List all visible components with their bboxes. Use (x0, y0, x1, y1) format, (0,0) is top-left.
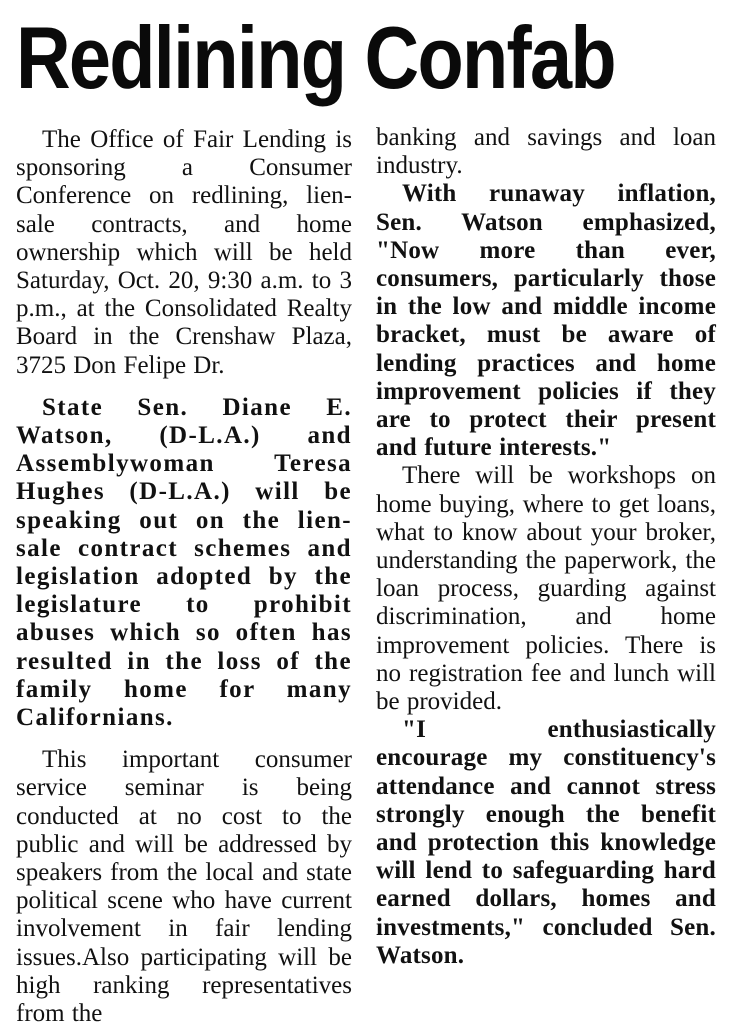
paragraph-continued: banking and savings and loan industry. (376, 124, 716, 180)
paragraph-watson-quote: With runaway inflation, Sen. Watson emphasized, "Now more than ever, consumers, particularly those in the low and middle income bracket, must be aware of lending practices and home improvement policies if they are to protect their present and future interests." (376, 180, 716, 462)
paragraph-speakers: State Sen. Diane E. Watson, (D-L.A.) and Assemblywoman Teresa Hughes (D-L.A.) will be speaking out on the lien-sale contract schemes and legislation adopted by the legislature to prohibit abuses which so often has resulted in the loss of the family home for many Californians. (16, 393, 352, 732)
headline: Redlining Confab (16, 8, 615, 107)
paragraph-closing-quote: "I enthusiastically encourage my constituency's attendance and cannot stress strongly enough the benefit and protection this knowledge will lend to safeguarding hard earned dollars, homes and investments," concluded Sen. Watson. (376, 716, 716, 969)
paragraph-announcement: The Office of Fair Lending is sponsoring a Consumer Conference on redlining, lien-sale contracts, and home ownership which will be held Saturday, Oct. 20, 9:30 a.m. to 3 p.m., at the Consolidated Realty Board in the Crenshaw Plaza, 3725 Don Felipe Dr. (16, 126, 352, 379)
paragraph-workshops: There will be workshops on home buying, where to get loans, what to know about your broker, understanding the paperwork, the loan process, guarding against discrimination, and home improvement policies. There is no registration fee and lunch will be provided. (376, 462, 716, 716)
article-column-right (376, 124, 716, 970)
article-column-left (16, 126, 352, 1028)
paragraph-seminar: This important consumer service seminar is being conducted at no cost to the public and will be addressed by speakers from the local and state political scene who have current involvement in fair lending issues.Also participating will be high ranking representatives from the (16, 746, 352, 1028)
